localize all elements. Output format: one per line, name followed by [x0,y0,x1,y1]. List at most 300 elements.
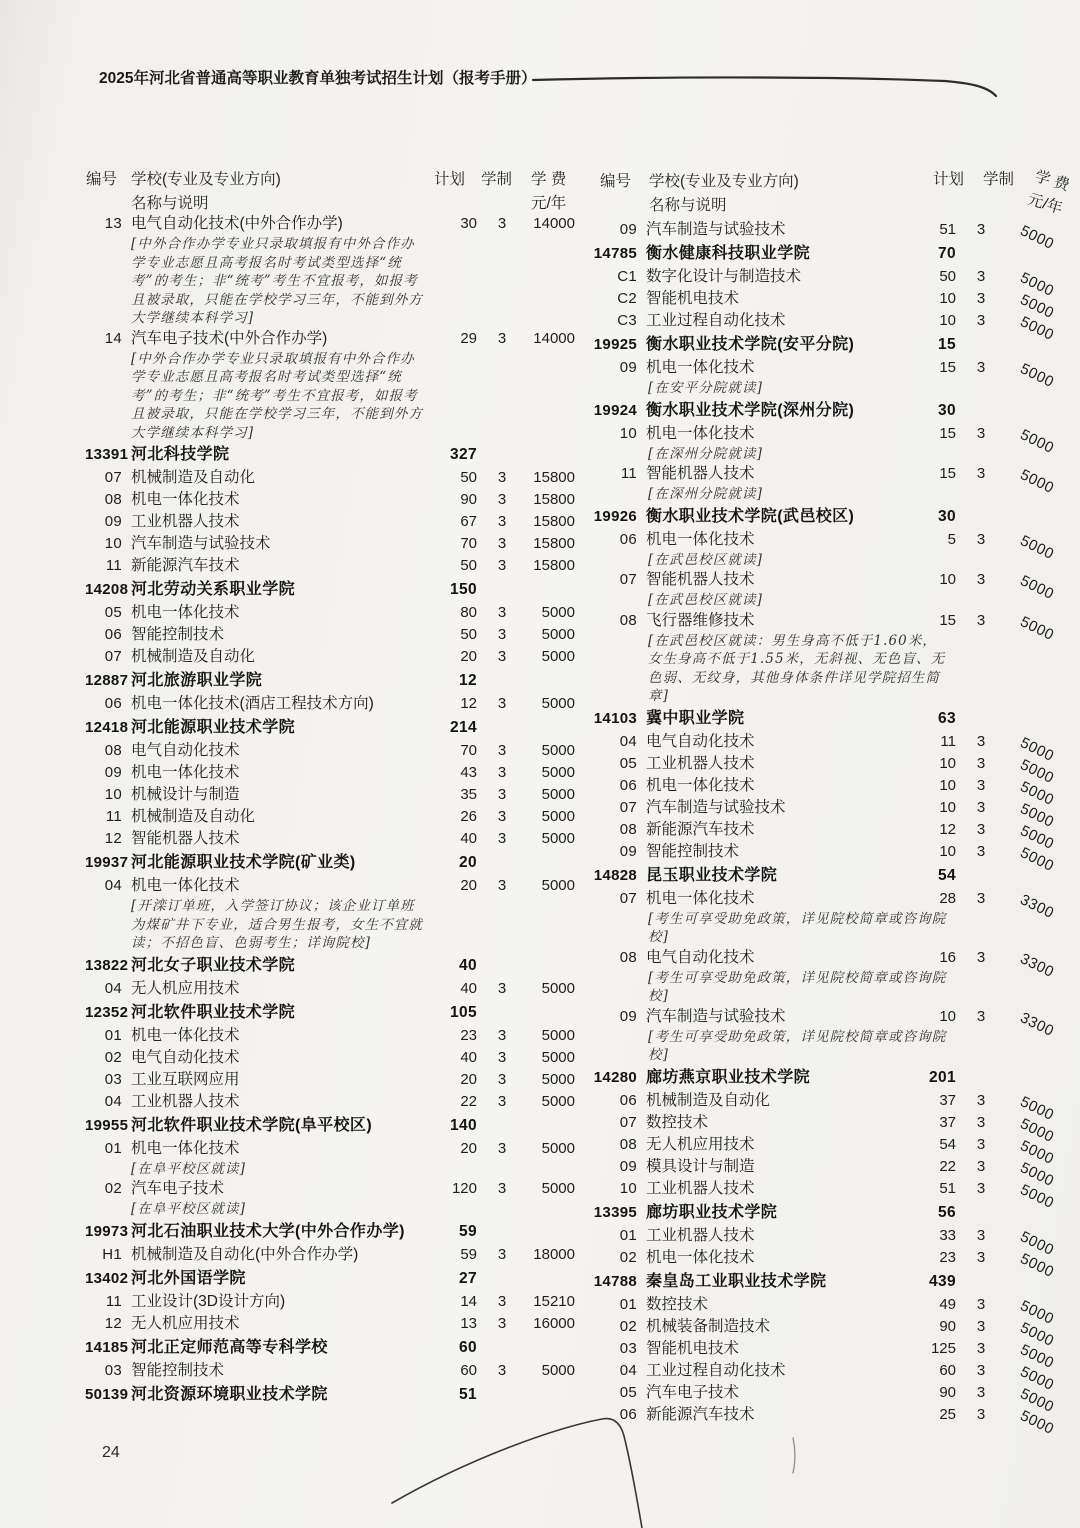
school-code: 12418 [85,719,129,736]
major-name: 汽车电子技术 [131,1180,225,1197]
major-row [85,467,575,489]
header-school-line1: 学校(专业及专业方向) [131,171,281,188]
major-plan: 22 [460,1092,477,1110]
school-row [592,864,1080,888]
school-code: 12887 [85,672,129,689]
major-name: 机械设计与制造 [131,786,240,803]
major-row [85,762,575,784]
major-code: 09 [619,221,637,238]
major-code: 06 [619,1091,637,1109]
major-years: 3 [976,1113,986,1131]
major-fee [527,328,575,350]
major-code: 08 [619,820,637,838]
major-fee-value: 15800 [533,491,575,508]
major-fee-value: 5000 [541,1070,575,1088]
major-fee-value: 5000 [1017,1249,1057,1281]
major-code: 11 [105,1292,122,1310]
table-column-left [85,213,575,1407]
major-code: 07 [619,889,637,907]
major-fee-value: 5000 [1017,291,1057,322]
major-fee-value: 15800 [533,513,575,530]
major-years: 3 [976,820,986,838]
major-plan: 40 [460,979,477,997]
major-fee [1006,731,1080,765]
major-name: 电气自动化技术(中外合作办学) [131,215,343,232]
major-name: 机电一体化技术 [131,604,240,621]
major-plan: 10 [939,290,956,307]
major-row [592,610,1080,644]
major-fee [527,467,575,489]
major-code: 10 [104,535,122,552]
major-plan: 11 [940,732,956,750]
note-row [592,551,1080,570]
school-row [592,333,1080,357]
major-plan: 10 [939,1007,956,1025]
header-left-years: 学制 [481,171,513,188]
major-fee-value: 5000 [1017,269,1057,300]
header-fee-line1: 学 费 [1032,167,1072,195]
major-years: 3 [976,1339,986,1357]
major-code: 01 [104,1139,122,1157]
major-name: 电气自动化技术 [131,742,240,759]
major-fee [1006,529,1080,563]
major-years: 3 [497,535,507,552]
header-school-line1: 学校(专业及专业方向) [649,173,799,190]
major-plan: 70 [460,535,477,552]
major-row [85,328,575,350]
major-years: 3 [976,1179,986,1197]
major-plan: 10 [939,571,956,588]
major-years: 3 [976,798,986,816]
major-row [85,646,575,668]
school-row [592,399,1080,423]
major-fee-value: 5000 [541,1180,575,1197]
major-code: 11 [620,465,637,482]
major-fee-value: 5000 [1017,360,1057,391]
major-name: 数控技术 [646,1113,709,1131]
school-row [592,1201,1080,1225]
school-plan-total: 30 [937,507,956,525]
major-fee-value: 5000 [1017,1136,1057,1168]
major-code: 12 [104,1314,122,1332]
major-plan: 28 [939,889,956,907]
major-fee [527,602,575,624]
major-years: 3 [497,1180,507,1197]
major-years: 3 [976,359,986,376]
major-name: 飞行器维修技术 [646,611,755,629]
major-years: 3 [976,1248,986,1266]
school-row [85,1220,575,1244]
major-years: 3 [497,648,507,665]
school-name: 衡水职业技术学院(深州分院) [646,401,855,419]
major-name: 机械装备制造技术 [646,1317,771,1335]
school-plan-total: 70 [937,245,956,262]
school-name: 衡水职业技术学院(安平分院) [646,336,855,353]
major-fee-value: 5000 [1017,313,1057,344]
page-title: 2025年河北省普通高等职业教育单独考试招生计划（报考手册） [99,70,537,87]
major-fee-value: 5000 [1017,799,1057,831]
school-row [85,669,575,693]
note-text: [在阜平校区就读] [131,1201,246,1217]
major-name: 工业机器人技术 [131,1092,240,1110]
major-code: 02 [619,1248,637,1266]
major-fee [527,1069,575,1091]
major-name: 机械制造及自动化 [131,808,256,825]
note-text: [考生可享受助免政策，详见院校简章或咨询院校] [648,969,947,1004]
major-name: 智能控制技术 [646,842,740,860]
major-name: 汽车制造与试验技术 [646,221,786,238]
major-row [85,1047,575,1069]
major-plan: 80 [460,604,477,621]
major-fee [527,762,575,784]
major-code: C3 [617,312,637,329]
major-years: 3 [497,1139,507,1157]
header-right-school [649,170,799,218]
major-code: 08 [619,948,637,966]
major-plan: 15 [939,611,956,629]
note-row [85,235,575,328]
major-plan: 40 [460,830,477,847]
major-fee-value: 5000 [541,1361,575,1379]
school-code: 14103 [593,709,637,727]
major-code: 13 [104,215,122,232]
major-years: 3 [976,1295,986,1313]
major-plan: 50 [939,268,956,285]
header-school-line2: 名称与说明 [649,197,727,214]
major-name: 数控技术 [646,1295,709,1313]
major-years: 3 [976,1135,986,1153]
school-name: 廊坊职业技术学院 [646,1203,778,1221]
major-row [85,1091,575,1113]
major-fee-value: 5000 [541,1092,575,1110]
major-plan: 90 [939,1317,956,1335]
major-fee-value: 5000 [1017,1180,1057,1212]
major-row [85,1244,575,1266]
major-fee-value: 5000 [1017,1296,1057,1328]
major-fee [527,646,575,668]
major-fee [527,875,575,897]
major-years: 3 [497,1245,507,1263]
major-years: 3 [497,1314,507,1332]
school-row [592,707,1080,731]
major-name: 机械制造及自动化 [646,1091,771,1109]
major-fee-value: 15800 [533,557,575,574]
major-name: 工业机器人技术 [131,513,240,530]
major-years: 3 [497,877,507,894]
major-code: 04 [104,979,122,997]
school-name: 河北软件职业技术学院 [131,1003,296,1021]
major-fee-value: 5000 [1017,777,1057,809]
major-years: 3 [497,979,507,997]
major-fee [1006,357,1080,391]
school-plan-total: 30 [937,401,956,419]
major-plan: 13 [460,1314,477,1332]
school-code: 13402 [85,1269,129,1287]
major-fee-value: 5000 [1017,1318,1057,1350]
school-name: 河北软件职业技术学院(阜平校区) [131,1116,373,1134]
major-years: 3 [976,571,986,588]
major-code: 04 [104,877,122,894]
major-code: 06 [104,695,122,712]
school-code: 19925 [593,336,637,353]
major-plan: 51 [939,1179,956,1197]
note-row [592,485,1080,504]
major-name: 机电一体化技术 [646,530,755,548]
major-years: 3 [497,215,507,232]
header-right-plan: 计划 [933,171,965,188]
major-years: 3 [497,1070,507,1088]
school-row [85,1267,575,1291]
major-fee-value: 15800 [533,535,575,552]
major-fee-value: 5000 [1017,1227,1057,1259]
major-code: 10 [619,424,637,442]
major-name: 机械制造及自动化(中外合作办学) [131,1245,359,1263]
major-fee-value: 18000 [533,1245,575,1263]
note-text: [考生可享受助免政策，详见院校简章或咨询院校] [648,910,947,945]
major-plan: 10 [939,842,956,860]
major-fee-value: 5000 [1017,425,1057,457]
major-name: 无人机应用技术 [131,1314,240,1332]
school-name: 河北正定师范高等专科学校 [131,1338,328,1356]
major-plan: 35 [460,786,477,803]
header-fee-line2: 元/年 [1025,190,1065,218]
major-years: 3 [976,1157,986,1175]
major-name: 汽车电子技术 [646,1383,740,1401]
header-right-code: 编号 [600,173,632,190]
major-row [85,978,575,1000]
major-fee [527,828,575,850]
major-code: 09 [619,1157,637,1175]
note-row [85,897,575,953]
major-fee-value: 5000 [1017,843,1057,875]
major-fee-value: 16000 [533,1314,575,1332]
note-row [592,591,1080,610]
note-row [592,910,1080,947]
major-fee-value: 5000 [1017,1114,1057,1146]
school-row [85,716,575,740]
major-fee-value: 5000 [541,695,575,712]
major-plan: 20 [460,648,477,665]
major-years: 3 [976,948,986,966]
major-code: 07 [619,1113,637,1131]
school-plan-total: 140 [449,1116,477,1134]
major-code: H1 [102,1245,122,1263]
note-text: [在深州分院就读] [648,486,763,502]
major-fee-value: 5000 [541,786,575,803]
school-code: 13822 [85,956,129,974]
note-text: [在阜平校区就读] [131,1160,246,1177]
major-years: 3 [497,1026,507,1044]
major-fee [1006,1294,1080,1328]
major-fee-value: 5000 [1017,755,1057,787]
major-plan: 25 [939,1405,956,1423]
note-text: [在武邑校区就读] [648,592,763,608]
school-name: 秦皇岛工业职业技术学院 [646,1272,827,1290]
major-years: 3 [976,1091,986,1109]
major-fee-value: 5000 [1017,531,1057,563]
major-fee [1006,463,1080,497]
major-row [592,1404,1080,1438]
note-text: [开滦订单班，入学签订协议；该企业订单班为煤矿井下专业，适合男生报考，女生不宜就读；不招色盲、色弱考生；详询院校] [131,898,423,951]
major-fee-value: 5000 [541,604,575,621]
major-row [592,1006,1080,1040]
major-plan: 12 [939,820,956,838]
major-plan: 14 [460,1292,477,1310]
major-years: 3 [976,1007,986,1025]
major-code: 07 [619,571,637,588]
school-plan-total: 105 [449,1003,477,1021]
school-name: 廊坊燕京职业技术学院 [646,1068,811,1086]
major-plan: 15 [939,424,956,442]
major-fee-value: 5000 [1017,733,1057,765]
major-code: 06 [619,776,637,794]
major-plan: 20 [460,877,477,894]
major-years: 3 [976,889,986,907]
major-fee [527,511,575,533]
major-plan: 50 [460,626,477,643]
school-plan-total: 51 [458,1385,477,1403]
major-years: 3 [497,1361,507,1379]
school-name: 河北石油职业技术大学(中外合作办学) [131,1222,405,1240]
note-text: [在武邑校区就读：男生身高不低于1.60米，女生身高不低于1.55米，无斜视、无色盲、无色弱、无纹身，其他身体条件详见学院招生简章] [648,632,946,704]
school-name: 昆玉职业技术学院 [646,866,778,884]
major-fee-value: 3300 [1017,1008,1057,1040]
major-name: 智能控制技术 [131,1361,225,1379]
major-code: 04 [619,1361,637,1379]
major-plan: 22 [939,1157,956,1175]
major-fee [1006,219,1080,253]
note-text: [中外合作办学专业只录取填报有中外合作办学专业志愿且高考报名时考试类型选择“统考”的考生；非“统考”考生不宜报考，如报考且被录取，只能在学校学习三年，不能到外方大学继续本科学习] [131,236,423,326]
header-fee-line2: 元/年 [531,195,567,212]
header-left-school [131,168,281,216]
major-plan: 50 [460,469,477,486]
major-fee [527,1138,575,1160]
major-fee [527,555,575,577]
note-row [592,632,1080,706]
major-row [85,1178,575,1200]
major-row [85,213,575,235]
major-years: 3 [497,604,507,621]
header-rule-line [533,77,996,96]
school-row [85,443,575,467]
major-plan: 40 [460,1048,477,1066]
major-fee [527,489,575,511]
major-plan: 20 [460,1070,477,1088]
major-fee-value: 5000 [541,764,575,781]
major-years: 3 [497,329,507,347]
major-plan: 51 [939,221,956,238]
major-years: 3 [976,611,986,629]
major-code: 01 [619,1226,637,1244]
major-name: 智能机电技术 [646,1339,740,1357]
major-name: 机电一体化技术 [646,1248,755,1266]
major-code: 01 [104,1026,122,1044]
school-code: 14280 [593,1068,637,1086]
major-fee-value: 5000 [541,808,575,825]
major-code: 10 [619,1179,637,1197]
major-fee [1006,1225,1080,1259]
major-code: 04 [619,732,637,750]
header-left-fee [531,168,566,216]
major-row [85,828,575,850]
major-row [85,693,575,715]
major-plan: 10 [939,776,956,794]
note-text: [考生可享受助免政策，详见院校简章或咨询院校] [648,1028,947,1063]
school-row [592,505,1080,529]
major-row [85,555,575,577]
major-code: 09 [104,513,122,530]
school-name: 河北科技学院 [131,446,230,463]
major-name: 工业机器人技术 [646,754,755,772]
school-plan-total: 56 [937,1203,956,1221]
school-code: 12352 [85,1003,129,1021]
major-code: 09 [619,359,637,376]
school-plan-total: 150 [449,581,477,598]
major-fee [1006,888,1080,922]
school-code: 19926 [593,507,637,525]
school-code: 19924 [593,401,637,419]
major-plan: 29 [460,329,477,347]
school-row [592,1270,1080,1294]
major-name: 汽车制造与试验技术 [646,1007,786,1025]
major-plan: 120 [451,1180,477,1197]
page-number: 24 [102,1444,120,1461]
major-fee-value: 5000 [1017,1092,1057,1124]
major-fee-value: 3300 [1017,890,1057,922]
major-name: 机电一体化技术 [646,424,755,442]
school-name: 河北劳动关系职业学院 [131,581,296,598]
major-row [592,947,1080,981]
note-text: [中外合作办学专业只录取填报有中外合作办学专业志愿且高考报名时考试类型选择“统考”的考生；非“统考”考生不宜报考，如报考且被录取，只能在学校学习三年，不能到外方大学继续本科学习] [131,350,423,441]
school-name: 河北外国语学院 [131,1269,246,1287]
school-code: 14185 [85,1338,129,1356]
major-plan: 49 [939,1295,956,1313]
major-fee-value: 5000 [541,877,575,894]
major-plan: 43 [460,764,477,781]
school-code: 14788 [593,1272,637,1290]
major-years: 3 [497,513,507,530]
major-name: 汽车电子技术(中外合作办学) [131,329,328,347]
major-code: 06 [104,626,122,643]
major-plan: 67 [460,513,477,530]
major-years: 3 [976,312,986,329]
major-row [85,875,575,897]
major-code: 09 [619,1007,637,1025]
major-fee [527,1313,575,1335]
major-plan: 50 [460,557,477,574]
major-name: 机电一体化技术 [131,1026,240,1044]
major-plan: 60 [939,1361,956,1379]
major-fee-value: 5000 [541,830,575,847]
major-fee [527,213,575,235]
major-code: 02 [104,1180,122,1197]
major-plan: 10 [939,798,956,816]
major-plan: 5 [947,530,956,548]
major-name: 工业机器人技术 [646,1179,755,1197]
major-name: 数字化设计与制造技术 [646,268,802,285]
major-row [85,533,575,555]
major-name: 工业设计(3D设计方向) [131,1292,286,1310]
major-fee-value: 3300 [1017,949,1057,981]
major-name: 机械制造及自动化 [131,648,256,665]
major-fee [1006,569,1080,603]
major-fee [527,533,575,555]
major-code: 03 [104,1361,122,1379]
note-row [592,969,1080,1006]
major-row [85,1138,575,1160]
major-fee [527,1047,575,1069]
major-plan: 15 [939,359,956,376]
